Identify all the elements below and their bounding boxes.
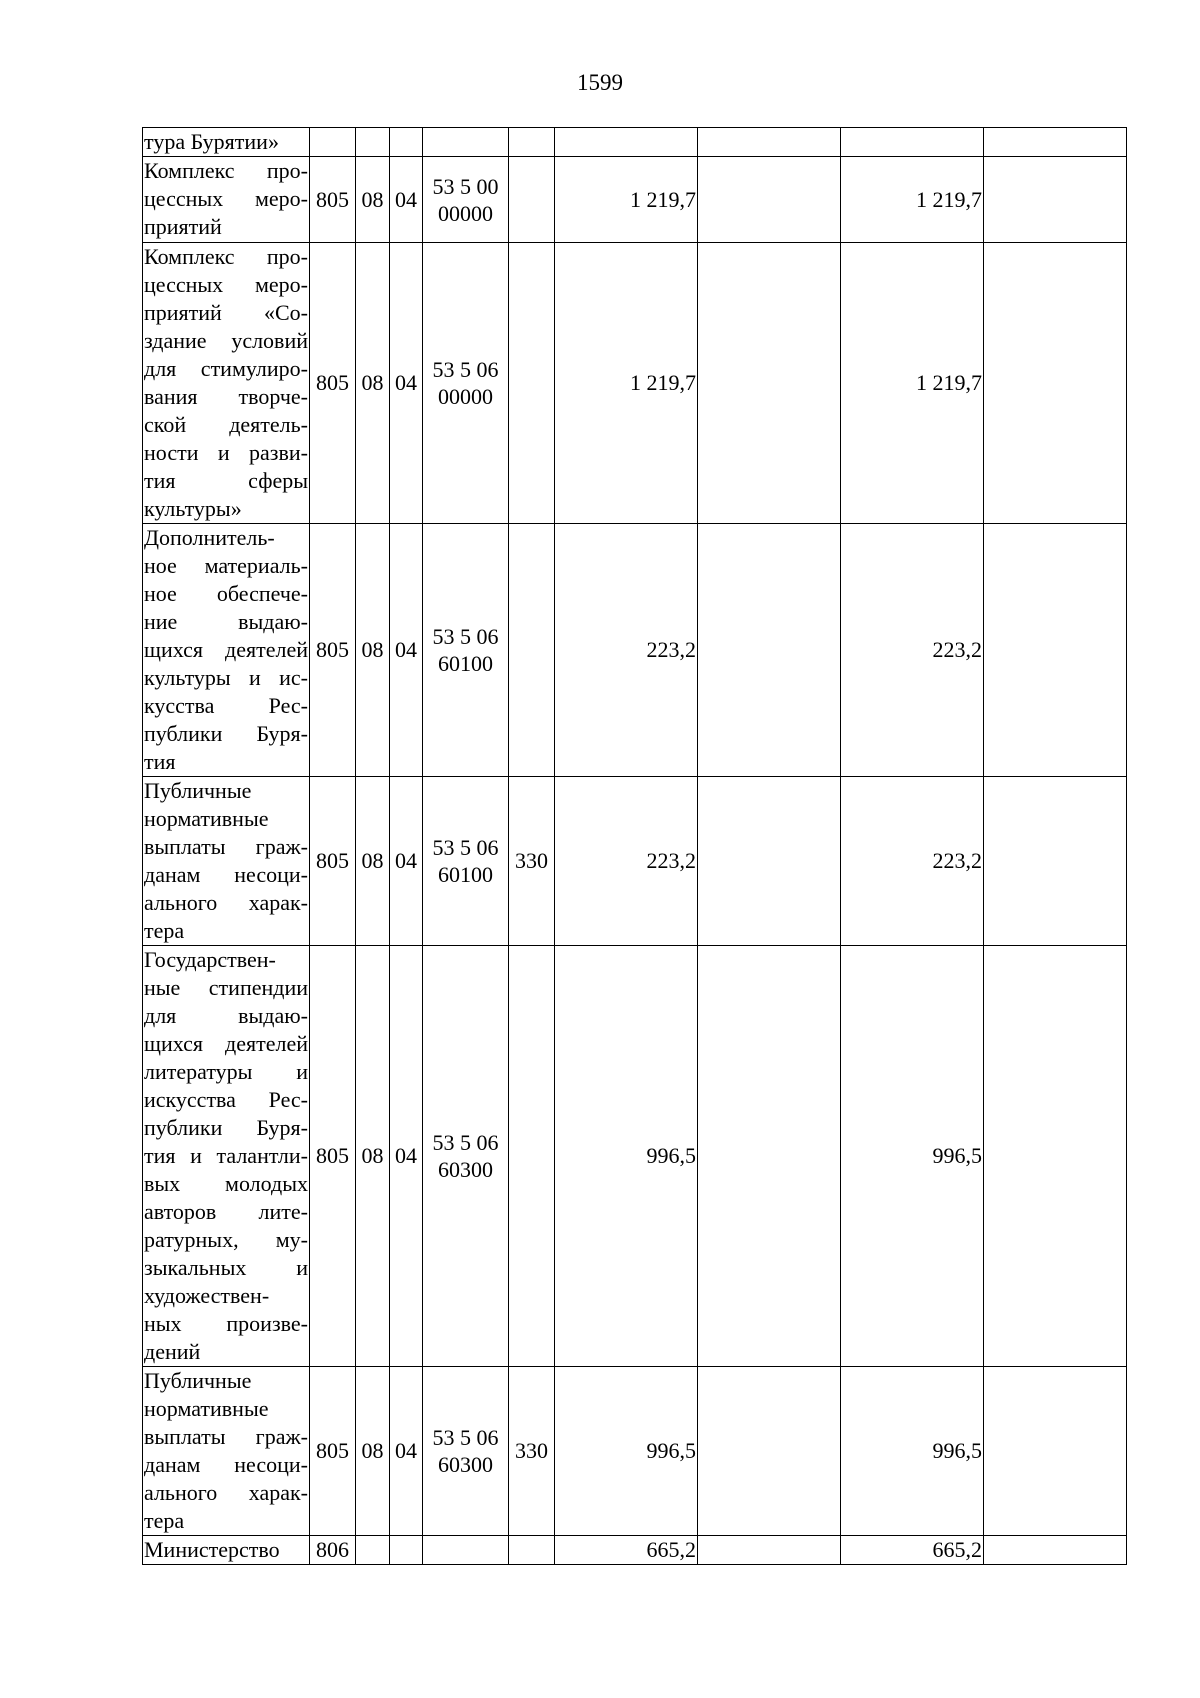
section-code: 08 (356, 157, 390, 243)
subsection-code: 04 (390, 524, 423, 777)
expense-type-code (509, 243, 555, 524)
amount-4 (984, 524, 1127, 777)
target-article-code (423, 1536, 509, 1565)
row-name-line: вых молодых (144, 1171, 308, 1196)
amount-2 (698, 128, 841, 157)
expense-type-code (509, 1536, 555, 1565)
row-name-line: зыкальных и (144, 1255, 308, 1280)
amount-2 (698, 946, 841, 1367)
section-code (356, 1536, 390, 1565)
target-article-code: 53 5 06 60100 (423, 524, 509, 777)
admin-code: 805 (310, 946, 356, 1367)
row-name-line: цессных меро- (144, 186, 308, 211)
amount-1: 996,5 (555, 946, 698, 1367)
amount-3: 223,2 (841, 524, 984, 777)
amount-2 (698, 157, 841, 243)
subsection-code (390, 1536, 423, 1565)
row-name-line: тия сферы (144, 468, 308, 493)
row-name (143, 128, 310, 157)
amount-4 (984, 243, 1127, 524)
expense-type-code: 330 (509, 777, 555, 946)
expense-type-code (509, 128, 555, 157)
amount-2 (698, 777, 841, 946)
row-name-line: литературы и (144, 1059, 308, 1084)
subsection-code: 04 (390, 777, 423, 946)
amount-3: 1 219,7 (841, 157, 984, 243)
table-row (143, 777, 1127, 946)
row-name-line: Публичные (144, 778, 252, 803)
budget-table (142, 127, 1127, 1565)
row-name-line: художествен- (144, 1283, 270, 1308)
subsection-code: 04 (390, 1367, 423, 1536)
row-name-line: ные стипендии (144, 975, 308, 1000)
row-name-line: авторов лите- (144, 1199, 308, 1224)
row-name-line: ратурных, му- (144, 1227, 308, 1252)
target-article-code: 53 5 06 00000 (423, 243, 509, 524)
section-code: 08 (356, 946, 390, 1367)
row-name-line: ное обеспече- (144, 581, 308, 606)
row-name-line: ской деятель- (144, 412, 308, 437)
amount-3: 1 219,7 (841, 243, 984, 524)
row-name-line: данам несоци- (144, 862, 308, 887)
target-article-code: 53 5 06 60300 (423, 1367, 509, 1536)
row-name-line: ности и разви- (144, 440, 308, 465)
target-article-code (423, 128, 509, 157)
admin-code (310, 128, 356, 157)
amount-3: 996,5 (841, 946, 984, 1367)
section-code: 08 (356, 243, 390, 524)
row-name-line: культуры и ис- (144, 665, 308, 690)
amount-4 (984, 157, 1127, 243)
row-name-line: Дополнитель- (144, 525, 275, 550)
row-name (143, 243, 310, 524)
subsection-code: 04 (390, 243, 423, 524)
amount-4 (984, 1536, 1127, 1565)
amount-3 (841, 128, 984, 157)
page-number: 1599 (577, 70, 623, 95)
row-name-line: Комплекс про- (144, 244, 308, 269)
amount-1 (555, 128, 698, 157)
row-name-line: публики Буря- (144, 1115, 308, 1140)
amount-3: 223,2 (841, 777, 984, 946)
row-name-line: тера (144, 1508, 185, 1533)
table-row (143, 1367, 1127, 1536)
row-name-line: здание условий (144, 328, 308, 353)
row-name-line: искусства Рес- (144, 1087, 308, 1112)
amount-2 (698, 1367, 841, 1536)
row-name (143, 1536, 310, 1565)
amount-1: 223,2 (555, 524, 698, 777)
row-name-line: Министерство (144, 1537, 280, 1562)
row-name-line: Публичные (144, 1368, 252, 1393)
table-row (143, 1536, 1127, 1565)
row-name-line: тера (144, 918, 185, 943)
table-row (143, 243, 1127, 524)
amount-1: 1 219,7 (555, 157, 698, 243)
row-name-line: ных произве- (144, 1311, 308, 1336)
amount-3: 665,2 (841, 1536, 984, 1565)
target-article-code: 53 5 06 60300 (423, 946, 509, 1367)
admin-code: 805 (310, 524, 356, 777)
table-row (143, 128, 1127, 157)
amount-2 (698, 243, 841, 524)
section-code (356, 128, 390, 157)
row-name-line: для стимулиро- (144, 356, 308, 381)
row-name (143, 946, 310, 1367)
target-article-code: 53 5 06 60100 (423, 777, 509, 946)
table-body (143, 128, 1127, 1565)
row-name-line: нормативные (144, 806, 269, 831)
section-code: 08 (356, 524, 390, 777)
expense-type-code (509, 946, 555, 1367)
amount-4 (984, 946, 1127, 1367)
row-name-line: культуры» (144, 496, 242, 521)
target-article-code: 53 5 00 00000 (423, 157, 509, 243)
amount-3: 996,5 (841, 1367, 984, 1536)
row-name-line: тура Бурятии» (144, 129, 279, 154)
row-name-line: щихся деятелей (144, 1031, 308, 1056)
row-name-line: публики Буря- (144, 721, 308, 746)
amount-4 (984, 777, 1127, 946)
row-name (143, 524, 310, 777)
row-name-line: щихся деятелей (144, 637, 308, 662)
row-name-line: ние выдаю- (144, 609, 308, 634)
row-name-line: выплаты граж- (144, 1424, 308, 1449)
row-name-line: ное материаль- (144, 553, 308, 578)
table-row (143, 157, 1127, 243)
amount-1: 665,2 (555, 1536, 698, 1565)
amount-2 (698, 524, 841, 777)
table-row (143, 524, 1127, 777)
subsection-code: 04 (390, 157, 423, 243)
row-name-line: тия (144, 749, 176, 774)
section-code: 08 (356, 1367, 390, 1536)
row-name-line: выплаты граж- (144, 834, 308, 859)
subsection-code: 04 (390, 946, 423, 1367)
row-name-line: тия и талантли- (144, 1143, 308, 1168)
admin-code: 805 (310, 157, 356, 243)
row-name-line: Государствен- (144, 947, 276, 972)
admin-code: 805 (310, 1367, 356, 1536)
row-name-line: для выдаю- (144, 1003, 308, 1028)
table-row (143, 946, 1127, 1367)
amount-4 (984, 128, 1127, 157)
expense-type-code: 330 (509, 1367, 555, 1536)
row-name-line: приятий (144, 214, 222, 239)
row-name (143, 157, 310, 243)
subsection-code (390, 128, 423, 157)
row-name (143, 1367, 310, 1536)
row-name-line: дений (144, 1339, 201, 1364)
row-name-line: вания творче- (144, 384, 308, 409)
row-name (143, 777, 310, 946)
expense-type-code (509, 157, 555, 243)
row-name-line: ального харак- (144, 1480, 308, 1505)
row-name-line: цессных меро- (144, 272, 308, 297)
row-name-line: данам несоци- (144, 1452, 308, 1477)
row-name-line: ального харак- (144, 890, 308, 915)
row-name-line: приятий «Со- (144, 300, 308, 325)
section-code: 08 (356, 777, 390, 946)
admin-code: 805 (310, 777, 356, 946)
row-name-line: кусства Рес- (144, 693, 308, 718)
admin-code: 805 (310, 243, 356, 524)
amount-1: 1 219,7 (555, 243, 698, 524)
amount-1: 996,5 (555, 1367, 698, 1536)
row-name-line: Комплекс про- (144, 158, 308, 183)
amount-1: 223,2 (555, 777, 698, 946)
amount-4 (984, 1367, 1127, 1536)
admin-code: 806 (310, 1536, 356, 1565)
expense-type-code (509, 524, 555, 777)
row-name-line: нормативные (144, 1396, 269, 1421)
amount-2 (698, 1536, 841, 1565)
